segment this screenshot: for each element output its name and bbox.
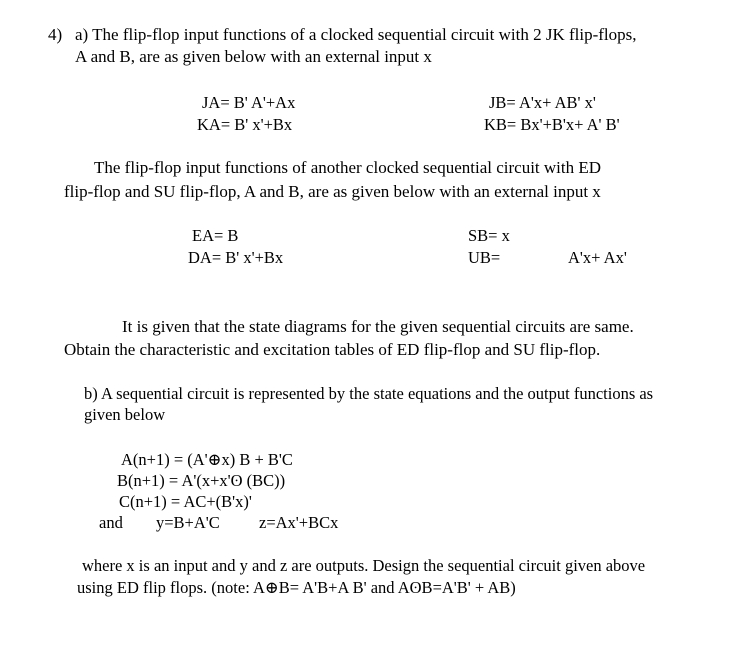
equation-kb: KB= Bx'+B'x+ A' B' <box>484 115 620 134</box>
equation-jb: JB= A'x+ AB' x' <box>489 93 596 112</box>
part-a-intro-line-2: A and B, are as given below with an external input x <box>75 47 432 66</box>
equation-da: DA= B' x'+Bx <box>188 248 284 267</box>
equation-ja: JA= B' A'+Ax <box>202 93 296 112</box>
equation-ka: KA= B' x'+Bx <box>197 115 293 134</box>
paragraph-2-line-2: flip-flop and SU flip-flop, A and B, are as given below with an external input x <box>64 182 601 201</box>
state-equation-a: A(n+1) = (A'⊕x) B + B'C <box>121 450 293 469</box>
part-a-intro-line-1: a) The flip-flop input functions of a clocked sequential circuit with 2 JK flip-flops, <box>75 25 637 44</box>
closing-line-2: using ED flip flops. (note: A⊕B= A'B+A B' and AʘB=A'B' + AB) <box>77 578 516 597</box>
part-b-intro-line-2: given below <box>84 405 166 424</box>
paragraph-3-line-2: Obtain the characteristic and excitation tables of ED flip-flop and SU flip-flop. <box>64 340 601 359</box>
and-label: and <box>99 513 123 532</box>
state-equation-c: C(n+1) = AC+(B'x)' <box>119 492 252 511</box>
equation-sb: SB= x <box>468 226 510 245</box>
closing-line-1: where x is an input and y and z are outputs. Design the sequential circuit given above <box>82 556 646 575</box>
part-b-intro-line-1: b) A sequential circuit is represented by the state equations and the output functions as <box>84 384 654 403</box>
equation-ea: EA= B <box>192 226 239 245</box>
paragraph-2-line-1: The flip-flop input functions of another clocked sequential circuit with ED <box>94 158 602 177</box>
equation-ub-value: A'x+ Ax' <box>568 248 627 267</box>
paragraph-3-line-1: It is given that the state diagrams for the given sequential circuits are same. <box>122 317 634 336</box>
output-equation-z: z=Ax'+BCx <box>259 513 339 532</box>
question-number: 4) <box>48 25 63 44</box>
state-equation-b: B(n+1) = A'(x+x'ʘ (BC)) <box>117 471 286 490</box>
output-equation-y: y=B+A'C <box>156 513 220 532</box>
equation-ub-label: UB= <box>468 248 501 267</box>
